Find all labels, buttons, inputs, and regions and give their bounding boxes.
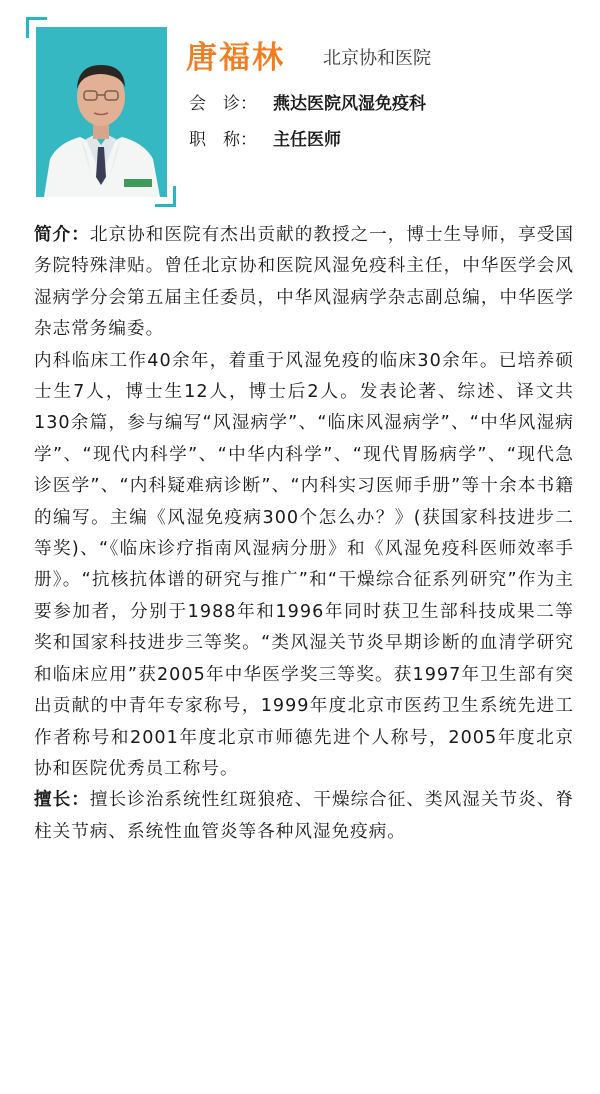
- specialty-paragraph: [34, 785, 574, 848]
- title-value: 主任医师: [273, 130, 341, 150]
- consult-label: 会 诊：: [189, 94, 257, 114]
- photo-frame: [26, 17, 176, 207]
- portrait-illustration: [36, 27, 167, 197]
- specialty-text: 擅长诊治系统性红斑狼疮、干燥综合征、类风湿关节炎、脊柱关节病、系统性血管炎等各种风湿免疫病。: [34, 790, 574, 842]
- intro-paragraph-1: [34, 220, 574, 346]
- hospital-name: 北京协和医院: [323, 48, 431, 69]
- specialty-label: 擅长：: [34, 790, 90, 811]
- intro-label: 简介：: [34, 225, 90, 245]
- doctor-portrait: [36, 27, 167, 197]
- doctor-name: 唐福林: [186, 40, 285, 76]
- intro-paragraph-2: 内科临床工作40余年，着重于风湿免疫的临床30余年。已培养硕士生7人，博士生12人，博士后2人。发表论著、综述、译文共130余篇，参与编写“风湿病学”、“临床风湿病学”、“中华风湿病学”、“现代内科学”、“中华内科学”、“现代胃肠病学”、“现代急诊医学”、“内科疑难病诊断”、“内科实习医师手册”等十余本书籍的编写。主编《风湿免疫病300个怎么办？》(获国家科技进步二等奖)、“《临床诊疗指南风湿病分册》和《风湿免疫科医师效率手册》。“抗核抗体谱的研究与推广”和“干燥综合征系列研究”作为主要参加者，分别于1988年和1996年同时获卫生部科技成果二等奖和国家科技进步三等奖。“类风湿关节炎早期诊断的血清学研究和临床应用”获2005年中华医学奖三等奖。获1997年卫生部有突出贡献的中青年专家称号，1999年度北京市医药卫生系统先进工作者称号和2001年度北京市师德先进个人称号，2005年度北京协和医院优秀员工称号。: [34, 350, 574, 779]
- biography: [34, 220, 574, 848]
- intro-text-1: 北京协和医院有杰出贡献的教授之一，博士生导师，享受国务院特殊津贴。曾任北京协和医院风湿免疫科主任，中华医学会风湿病学分会第五届主任委员，中华风湿病学杂志副总编，中华医学杂志常务编委。: [34, 225, 574, 340]
- consult-value: 燕达医院风湿免疫科: [273, 94, 426, 114]
- consult-row: [189, 92, 426, 116]
- title-row: [189, 128, 341, 152]
- title-label: 职 称：: [189, 130, 257, 150]
